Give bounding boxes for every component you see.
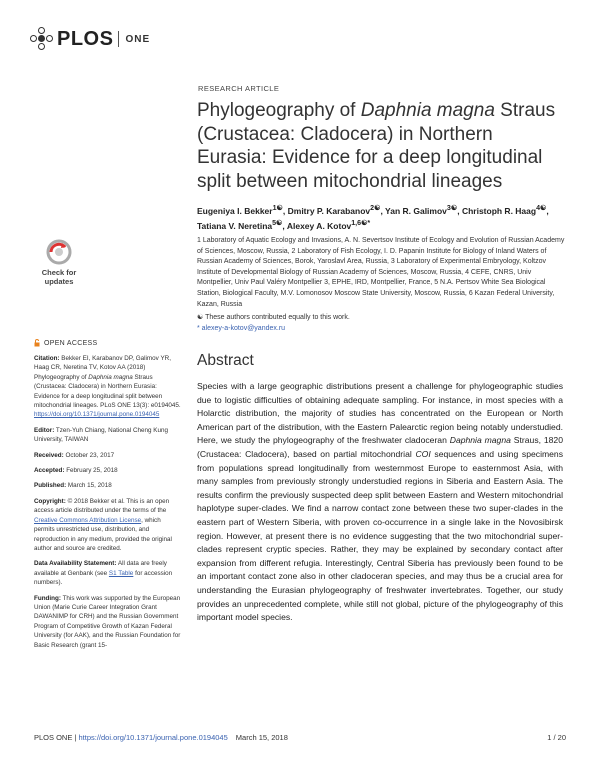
open-lock-icon: [34, 339, 40, 347]
funding: [34, 594, 182, 650]
journal-section: ONE: [125, 33, 151, 45]
article-title: [197, 99, 557, 193]
author-sup: 1,6☯*: [351, 218, 371, 227]
author-sup: 4☯: [536, 204, 547, 212]
received: [34, 451, 182, 460]
abstract-text: Straus, 1820 (Crustacea: Cladocera), based on partial mitochondrial: [197, 435, 563, 459]
accepted-date: February 25, 2018: [64, 467, 118, 475]
citation-doi-link[interactable]: https://doi.org/10.1371/journal.pone.0194045: [34, 411, 160, 419]
affiliations: 1 Laboratory of Aquatic Ecology and Invasions, A. N. Severtsov Institute of Ecology and Evolution of Russian Academy of Sciences, Moscow, Russia, 2 Laboratory of Fish Ecology, I. D. Papanin Institute for Biology of Inland Waters of Russian Academy of Sciences, Borok, Yaroslavl Area, Russia, 3 Laboratory of Experimental Embryology, Koltzov Institute of Developmental Biology of Russian Academy of Sciences, Moscow, Russia, 4 CEFE, CNRS, Univ Montpellier, Univ Paul Valéry Montpellier 3, EPHE, IRD, Montpellier, France, 5 N.A. Pertsov White Sea Biological Station, Biological Faculty, M.V. Lomonosov Moscow State University, Moscow, Russia, 6 Kazan Federal University, Kazan, Russia: [197, 237, 565, 308]
badge-line2: updates: [44, 277, 74, 286]
funding-label: Funding:: [34, 594, 61, 602]
data-availability-text: for accession numbers).: [34, 569, 173, 587]
accepted: [34, 466, 182, 475]
author-sup: 1☯: [272, 204, 283, 212]
author-name[interactable]: Dmitry P. Karabanov: [287, 205, 371, 216]
data-availability-text: All data are freely available at Genbank (see: [34, 560, 167, 577]
copyright-text: , which permits unrestricted use, distribution, and reproduction in any medium, provided the original author and source are credited.: [34, 516, 172, 552]
editor-text: Tzen-Yuh Chiang, National Cheng Kung University, TAIWAN: [34, 426, 168, 444]
open-access: [34, 339, 97, 347]
page-footer: [34, 733, 566, 742]
author-sup: 5☯: [272, 218, 283, 227]
s1-table-link[interactable]: S1 Table: [108, 569, 134, 577]
title-part2: Straus (Crustacea: Cladocera) in Northern Eurasia: Evidence for a deep longitudinal split between mitochondrial lineages: [197, 100, 556, 192]
logo-divider: [118, 31, 119, 47]
journal-logo: [30, 27, 150, 51]
author-name[interactable]: Yan R. Galimov: [385, 205, 447, 216]
accepted-label: Accepted:: [34, 467, 65, 475]
citation-text: Straus (Crustacea: Cladocera) in Northern Eurasia: Evidence for a deep longitudinal split between mitochondrial lineages. PLoS ONE 13(3): e0194045.: [34, 373, 181, 410]
article-info-sidebar: [34, 354, 182, 656]
published-label: Published:: [34, 482, 67, 490]
editor-label: Editor:: [34, 426, 55, 434]
footer-separator: |: [72, 733, 79, 742]
copyright-text: © 2018 Bekker et al. This is an open access article distributed under the terms of the: [34, 497, 170, 515]
author-name[interactable]: Tatiana V. Neretina: [197, 220, 273, 231]
copyright-label: Copyright:: [34, 497, 66, 505]
author-name[interactable]: Eugeniya I. Bekker: [197, 205, 273, 216]
copyright: [34, 497, 182, 553]
article-type: RESEARCH ARTICLE: [198, 84, 280, 93]
author-notes: [197, 313, 557, 334]
published: [34, 481, 182, 490]
citation-species: Daphnia magna: [88, 373, 133, 381]
footer-doi-link[interactable]: https://doi.org/10.1371/journal.pone.0194045: [78, 733, 228, 742]
license-link[interactable]: Creative Commons Attribution License: [34, 516, 142, 524]
published-date: March 15, 2018: [66, 482, 112, 490]
funding-text: This work was supported by the European Union (Marie Curie Career Integration Grant DAWANIMP for CRH) and the Russian Government Program of Competitive Growth of Kazan Federal University (for AAK), and the Russian Foundation for Basic Research (grant 15-: [34, 594, 181, 649]
citation-text: Bekker EI, Karabanov DP, Galimov YR, Haag CR, Neretina TV, Kotov AA (2018) Phylogeography of: [34, 355, 171, 381]
abstract-text: Species with a large geographic distributions present a challenge for phylogeographic studies due to logistic difficulties of obtaining adequate sampling. For instance, in most species with a Holarctic distribution, the majority of studies has concentrated on the European or North American part of the distribution, with the Eastern Palearctic region being notably understudied. Here, we study the phylogeography of the freshwater cladoceran: [197, 381, 563, 446]
title-species: Daphnia magna: [360, 100, 495, 121]
citation-label: Citation:: [34, 355, 60, 362]
title-part1: Phylogeography of: [197, 100, 361, 121]
footer-date: March 15, 2018: [235, 733, 288, 742]
badge-line1: Check for: [41, 268, 77, 277]
received-date: October 23, 2017: [63, 451, 115, 459]
author-name[interactable]: Christoph R. Haag: [461, 205, 537, 216]
received-label: Received:: [34, 451, 64, 459]
abstract-text: sequences and using specimens from populations spread longitudinally from westernmost Europe to easternmost Asia, with many samples from previously strongly understudied regions in Siberia and Eastern Asia. The results confirm the previously suspected deep split between Eastern and Western mitochondrial haplotype super-clades. We find a narrow contact zone between these two super-clades in the eastern part of Western Siberia, with proven co-occurrence in a single lake in the Novosibirsk region. However, at present there is no evidence suggesting that the two mitochondrial super-clades represent cryptic species. Rather, they may be explained by secondary contact after expansion from different refugia. Interestingly, Central Siberia has previously been found to be an important contact zone also in other cladoceran species, and may thus be a crucial area for understanding the Eurasian phylogeography of freshwater invertebrates. Together, our study provides an unprecedented complete, while still not global, picture of the phylogeography of this important model species.: [197, 448, 564, 623]
author-sup: 3☯: [446, 204, 458, 212]
author-name[interactable]: Alexey A. Kotov: [286, 220, 352, 231]
abstract-species: Daphnia magna: [449, 435, 511, 446]
check-for-updates-label[interactable]: [36, 268, 82, 286]
editor: [34, 426, 182, 445]
footer-journal: PLOS ONE: [34, 733, 73, 742]
open-access-label: OPEN ACCESS: [44, 339, 98, 347]
abstract-heading: Abstract: [197, 352, 254, 369]
plos-logo-icon: [30, 27, 54, 51]
data-availability: [34, 559, 182, 587]
author-sup: 2☯: [370, 204, 381, 212]
journal-brand: PLOS: [57, 27, 114, 50]
equal-contribution-note: ☯ These authors contributed equally to this work.: [197, 314, 350, 321]
abstract-body: [197, 380, 563, 625]
abstract-gene: COI: [415, 448, 431, 459]
page-number: 1 / 20: [547, 733, 566, 742]
corresponding-email[interactable]: * alexey-a-kotov@yandex.ru: [197, 324, 286, 332]
citation: [34, 354, 182, 420]
data-availability-label: Data Availability Statement:: [34, 560, 117, 568]
author-list: Eugeniya I. Bekker$^{1☯}$, Dmitry P. Karabanov$^{2☯}$, Yan R. Galimov$^{3☯}$, Christoph R. Haag$^{4☯}$, Tatiana V. Neretina$^{5☯}$, Alexey A. Kotov$^{1,6☯*}$: [197, 204, 549, 231]
